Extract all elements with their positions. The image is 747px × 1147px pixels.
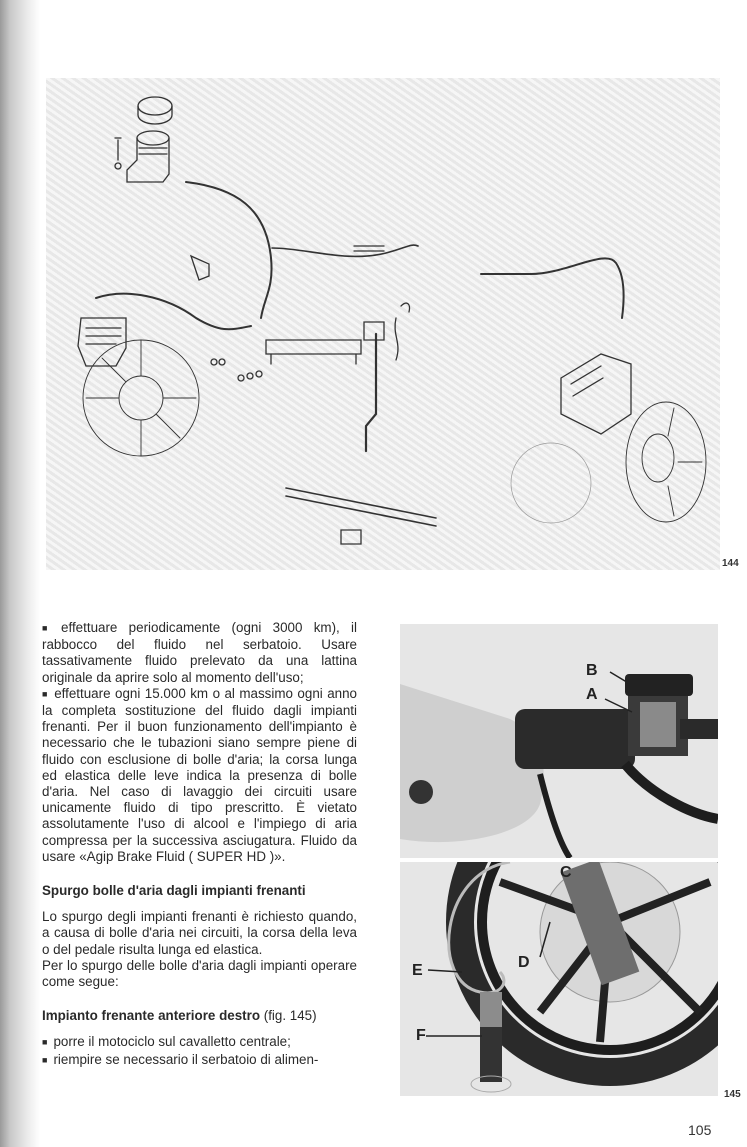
photo-handlebar-reservoir bbox=[400, 624, 718, 858]
brake-hose-right bbox=[481, 258, 624, 318]
left-disc-icon bbox=[83, 340, 199, 456]
bullet-item-refill: ■ effettuare periodicamente (ogni 3000 km), il rabbocco del fluido nel serbatoio. Usare tassativamente fluido prelevato da una lattina originale da aprire solo al momento dell'uso; bbox=[42, 620, 357, 686]
section-heading-bleeding: Spurgo bolle d'aria dagli impianti frenanti bbox=[42, 883, 306, 899]
cables bbox=[540, 774, 570, 858]
lever-housing bbox=[515, 709, 635, 769]
paragraph-bleeding-when: Lo spurgo degli impianti frenanti è richiesto quando, a causa di bolle d'aria nei circuiti, la corsa della leva o del pedale risulta lunga ed elastica. bbox=[42, 909, 357, 957]
bleed-valve-icon bbox=[191, 256, 209, 280]
bullet-item-replace-fluid: ■ effettuare ogni 15.000 km o al massimo ogni anno la completa sostituzione del fluido dagli impianti frenanti. Per il buon funzionamento dell'impianto è necessario che le tubazioni siano sempre piene di fluido con esclusione di bolle d'aria; la corsa lunga ed elastica delle leve indica la presenza di bolle d'aria. Nel caso di lavaggio dei circuiti usare unicamente fluido di tipo prescritto. È vietato assolutamente l'uso di alcool e l'impiego di aria compressa per la successiva asciugatura. Fluido da usare «Agip Brake Fluid ( SUPER HD )». bbox=[42, 686, 357, 865]
brake-hose-left bbox=[96, 294, 251, 330]
figure-number-145: 145 bbox=[724, 1089, 741, 1100]
brake-lever bbox=[625, 764, 718, 819]
left-caliper-icon bbox=[78, 318, 126, 366]
master-cylinder-icon bbox=[266, 340, 361, 364]
bullet-item-fill-reservoir: ■ riempire se necessario il serbatoio di alimen- bbox=[42, 1052, 357, 1069]
reservoir-cap bbox=[625, 674, 693, 696]
body-text-column bbox=[42, 620, 357, 1069]
brake-pipe bbox=[272, 245, 418, 256]
page-number: 105 bbox=[688, 1122, 712, 1138]
right-caliper-icon bbox=[561, 354, 631, 434]
reservoir-window bbox=[640, 702, 676, 747]
callout-b: B bbox=[586, 662, 598, 679]
callout-f: F bbox=[416, 1027, 426, 1044]
photo-front-wheel-bleeding bbox=[400, 862, 718, 1096]
reservoir-body-icon bbox=[127, 131, 169, 182]
section-heading-front-right bbox=[42, 1008, 357, 1024]
bullet-item-stand: ■ porre il motociclo sul cavalletto centrale; bbox=[42, 1034, 357, 1051]
figure-reference: (fig. 145) bbox=[263, 1008, 317, 1024]
brake-hose-upper bbox=[186, 182, 272, 318]
handlebar bbox=[680, 719, 718, 739]
figure-number-144: 144 bbox=[722, 558, 739, 569]
container-fluid-top bbox=[480, 992, 502, 1027]
screw-icon bbox=[115, 138, 121, 169]
spring-icon bbox=[395, 303, 409, 360]
ball-end bbox=[409, 780, 433, 804]
banjo-bolt-icon bbox=[354, 246, 384, 251]
figure-144-exploded-diagram bbox=[46, 78, 739, 570]
reservoir-cap-icon bbox=[138, 97, 172, 124]
callout-e: E bbox=[412, 962, 423, 979]
paragraph-bleeding-how: Per lo spurgo delle bolle d'aria dagli impianti operare come segue: bbox=[42, 957, 357, 990]
binding-shadow bbox=[0, 0, 40, 1147]
callout-c: C bbox=[560, 864, 572, 881]
rear-disc-ghost-icon bbox=[511, 443, 591, 523]
brake-pedal-icon bbox=[286, 322, 436, 544]
heading-front-right-text: Impianto frenante anteriore destro bbox=[42, 1008, 261, 1024]
callout-a: A bbox=[586, 686, 598, 703]
right-disc-icon bbox=[626, 402, 706, 522]
washers-icon bbox=[211, 359, 262, 381]
callout-d: D bbox=[518, 954, 530, 971]
